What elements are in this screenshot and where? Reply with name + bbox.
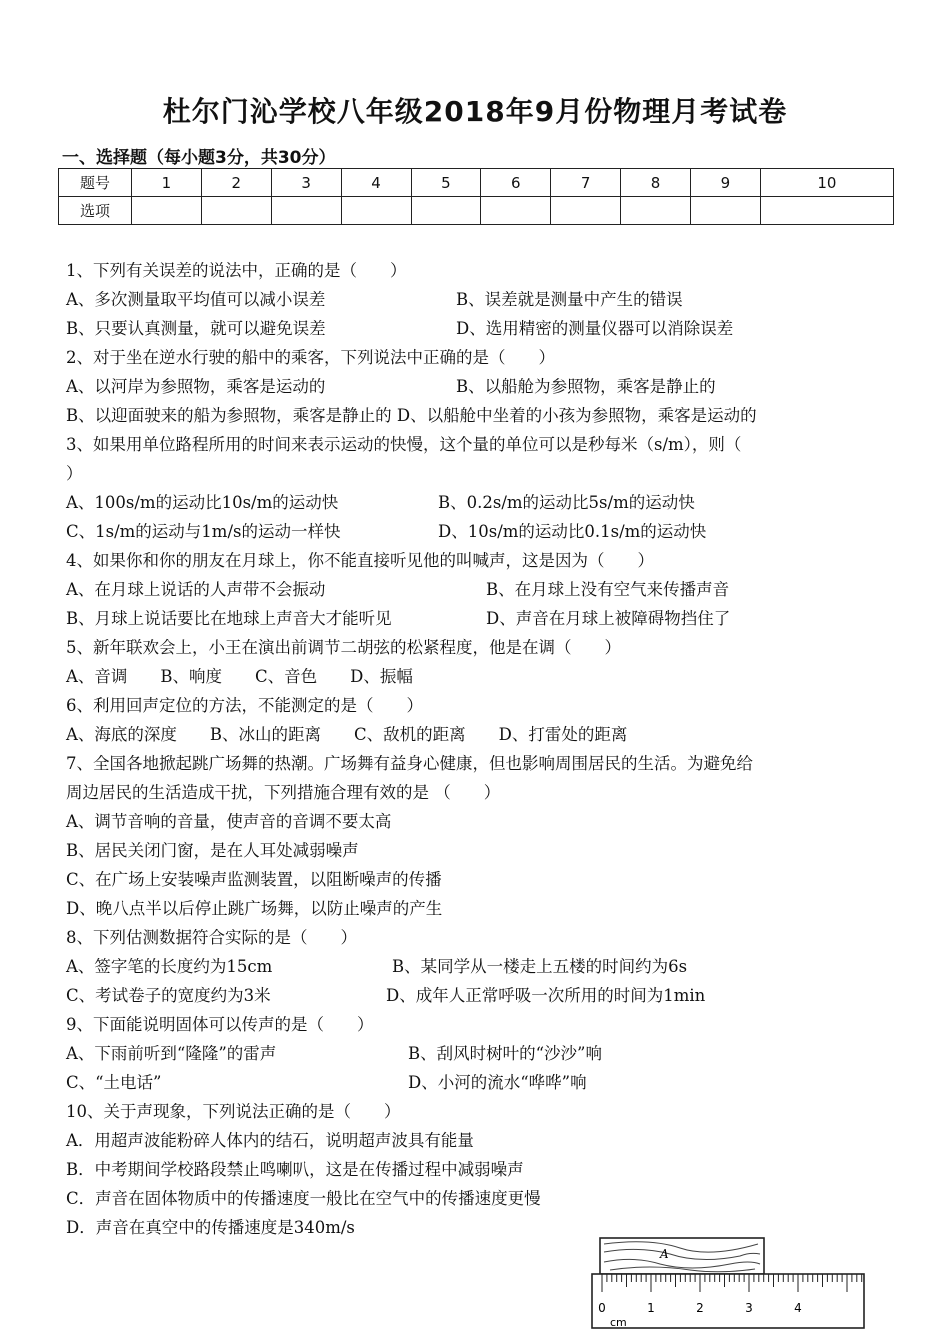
answer-cell[interactable] <box>621 197 691 225</box>
line-text: 10、关于声现象，下列说法正确的是（ ） <box>66 1102 401 1121</box>
line-text: C、在广场上安装噪声监测装置，以阻断噪声的传播 <box>66 870 442 889</box>
question-line <box>66 836 926 865</box>
question-line <box>66 1184 926 1213</box>
question-line <box>66 459 926 488</box>
line-text: A、以河岸为参照物，乘客是运动的 <box>66 377 326 396</box>
option-right: B、某同学从一楼走上五楼的时间约为6s <box>392 957 688 976</box>
answer-table <box>58 168 894 225</box>
section-title: 一、选择题（每小题3分，共30分） <box>62 148 336 168</box>
option-right: D、选用精密的测量仪器可以消除误差 <box>456 319 734 338</box>
question-line <box>66 778 926 807</box>
answer-cell[interactable] <box>341 197 411 225</box>
option-right: B、刮风时树叶的“沙沙”响 <box>408 1044 602 1063</box>
question-number-cell: 10 <box>760 169 893 197</box>
question-line <box>66 372 926 401</box>
line-text: 周边居民的生活造成干扰，下列措施合理有效的是 （ ） <box>66 783 501 802</box>
question-line <box>66 401 926 430</box>
question-number-cell: 2 <box>201 169 271 197</box>
line-text: B、只要认真测量，就可以避免误差 <box>66 319 326 338</box>
question-line <box>66 1155 926 1184</box>
question-line <box>66 1010 926 1039</box>
question-line <box>66 517 926 546</box>
answer-table-answer-row <box>59 197 894 225</box>
line-text: A．用超声波能粉碎人体内的结石，说明超声波具有能量 <box>66 1131 474 1150</box>
option-right: D、声音在月球上被障碍物挡住了 <box>486 609 731 628</box>
ruler-unit: cm <box>610 1316 627 1329</box>
question-line <box>66 1068 926 1097</box>
wood-block <box>600 1238 764 1274</box>
ruler-number: 4 <box>794 1301 802 1315</box>
question-line <box>66 343 926 372</box>
question-line <box>66 256 926 285</box>
line-text: A、多次测量取平均值可以减小误差 <box>66 290 326 309</box>
line-text: 1、下列有关误差的说法中，正确的是（ ） <box>66 261 407 280</box>
answer-cell[interactable] <box>411 197 481 225</box>
line-text: A、下雨前听到“隆隆”的雷声 <box>66 1044 277 1063</box>
question-line <box>66 807 926 836</box>
question-line <box>66 865 926 894</box>
question-line <box>66 749 926 778</box>
question-line <box>66 633 926 662</box>
ruler-number: 1 <box>647 1301 655 1315</box>
option-right: D、10s/m的运动比0.1s/m的运动快 <box>438 522 707 541</box>
question-number-cell: 3 <box>271 169 341 197</box>
question-line <box>66 546 926 575</box>
line-text: D．声音在真空中的传播速度是340m/s <box>66 1218 355 1237</box>
line-text: 5、新年联欢会上，小王在演出前调节二胡弦的松紧程度，他是在调（ ） <box>66 638 621 657</box>
question-line <box>66 691 926 720</box>
line-text: 7、全国各地掀起跳广场舞的热潮。广场舞有益身心健康，但也影响周围居民的生活。为避免给 <box>66 754 753 773</box>
question-number-cell: 9 <box>691 169 761 197</box>
question-number-cell: 4 <box>341 169 411 197</box>
question-number-cell: 1 <box>132 169 202 197</box>
answer-table-header-row <box>59 169 894 197</box>
line-text: C、考试卷子的宽度约为3米 <box>66 986 271 1005</box>
answer-cell[interactable] <box>551 197 621 225</box>
line-text: A、签字笔的长度约为15cm <box>66 957 273 976</box>
line-text: D、晚八点半以后停止跳广场舞，以防止噪声的产生 <box>66 899 443 918</box>
question-line <box>66 981 926 1010</box>
line-text: 6、利用回声定位的方法，不能测定的是（ ） <box>66 696 423 715</box>
ruler-number: 2 <box>696 1301 704 1315</box>
option-right: D、小河的流水“哗哗”响 <box>408 1073 587 1092</box>
question-line <box>66 1126 926 1155</box>
line-text: A、海底的深度 B、冰山的距离 C、敌机的距离 D、打雷处的距离 <box>66 725 628 744</box>
line-text: C．声音在固体物质中的传播速度一般比在空气中的传播速度更慢 <box>66 1189 541 1208</box>
line-text: C、1s/m的运动与1m/s的运动一样快 <box>66 522 341 541</box>
answer-cell[interactable] <box>132 197 202 225</box>
question-list <box>66 256 926 1242</box>
question-line <box>66 662 926 691</box>
line-text: C、“土电话” <box>66 1073 162 1092</box>
ruler-figure <box>590 1234 870 1338</box>
question-line <box>66 604 926 633</box>
answer-cell[interactable] <box>760 197 893 225</box>
option-right: B、以船舱为参照物，乘客是静止的 <box>456 377 716 396</box>
ruler-number: 0 <box>598 1301 606 1315</box>
line-text: A、调节音响的音量，使声音的音调不要太高 <box>66 812 392 831</box>
page-title: 杜尔门沁学校八年级2018年9月份物理月考试卷 <box>162 95 788 128</box>
answer-cell[interactable] <box>271 197 341 225</box>
question-line <box>66 430 926 459</box>
line-text: B、居民关闭门窗，是在人耳处减弱噪声 <box>66 841 359 860</box>
line-text: ） <box>66 464 83 483</box>
answer-cell[interactable] <box>691 197 761 225</box>
question-line <box>66 1097 926 1126</box>
line-text: 4、如果你和你的朋友在月球上，你不能直接听见他的叫喊声，这是因为（ ） <box>66 551 654 570</box>
header-label-cell: 题号 <box>59 169 132 197</box>
option-right: B、误差就是测量中产生的错误 <box>456 290 683 309</box>
answer-label-cell: 选项 <box>59 197 132 225</box>
line-text: A、100s/m的运动比10s/m的运动快 <box>66 493 339 512</box>
question-line <box>66 285 926 314</box>
question-number-cell: 8 <box>621 169 691 197</box>
question-line <box>66 314 926 343</box>
line-text: 9、下面能说明固体可以传声的是（ ） <box>66 1015 374 1034</box>
question-number-cell: 7 <box>551 169 621 197</box>
question-line <box>66 952 926 981</box>
question-line <box>66 1039 926 1068</box>
answer-cell[interactable] <box>481 197 551 225</box>
line-text: B、月球上说话要比在地球上声音大才能听见 <box>66 609 392 628</box>
block-label: A <box>660 1247 669 1261</box>
answer-cell[interactable] <box>201 197 271 225</box>
line-text: 3、如果用单位路程所用的时间来表示运动的快慢，这个量的单位可以是秒每米（s/m），则（ <box>66 435 742 454</box>
line-text: B．中考期间学校路段禁止鸣喇叭，这是在传播过程中减弱噪声 <box>66 1160 524 1179</box>
line-text: A、音调 B、响度 C、音色 D、振幅 <box>66 667 413 686</box>
option-right: B、0.2s/m的运动比5s/m的运动快 <box>438 493 695 512</box>
line-text: 2、对于坐在逆水行驶的船中的乘客，下列说法中正确的是（ ） <box>66 348 555 367</box>
option-right: D、成年人正常呼吸一次所用的时间为1min <box>386 986 706 1005</box>
question-line <box>66 923 926 952</box>
line-text: B、以迎面驶来的船为参照物，乘客是静止的 D、以船舱中坐着的小孩为参照物，乘客是运动的 <box>66 406 757 425</box>
question-line <box>66 720 926 749</box>
line-text: 8、下列估测数据符合实际的是（ ） <box>66 928 357 947</box>
question-line <box>66 488 926 517</box>
line-text: A、在月球上说话的人声带不会振动 <box>66 580 326 599</box>
ruler-number: 3 <box>745 1301 753 1315</box>
ruler-body <box>592 1274 864 1328</box>
question-line <box>66 894 926 923</box>
option-right: B、在月球上没有空气来传播声音 <box>486 580 730 599</box>
question-line <box>66 575 926 604</box>
question-number-cell: 6 <box>481 169 551 197</box>
question-number-cell: 5 <box>411 169 481 197</box>
